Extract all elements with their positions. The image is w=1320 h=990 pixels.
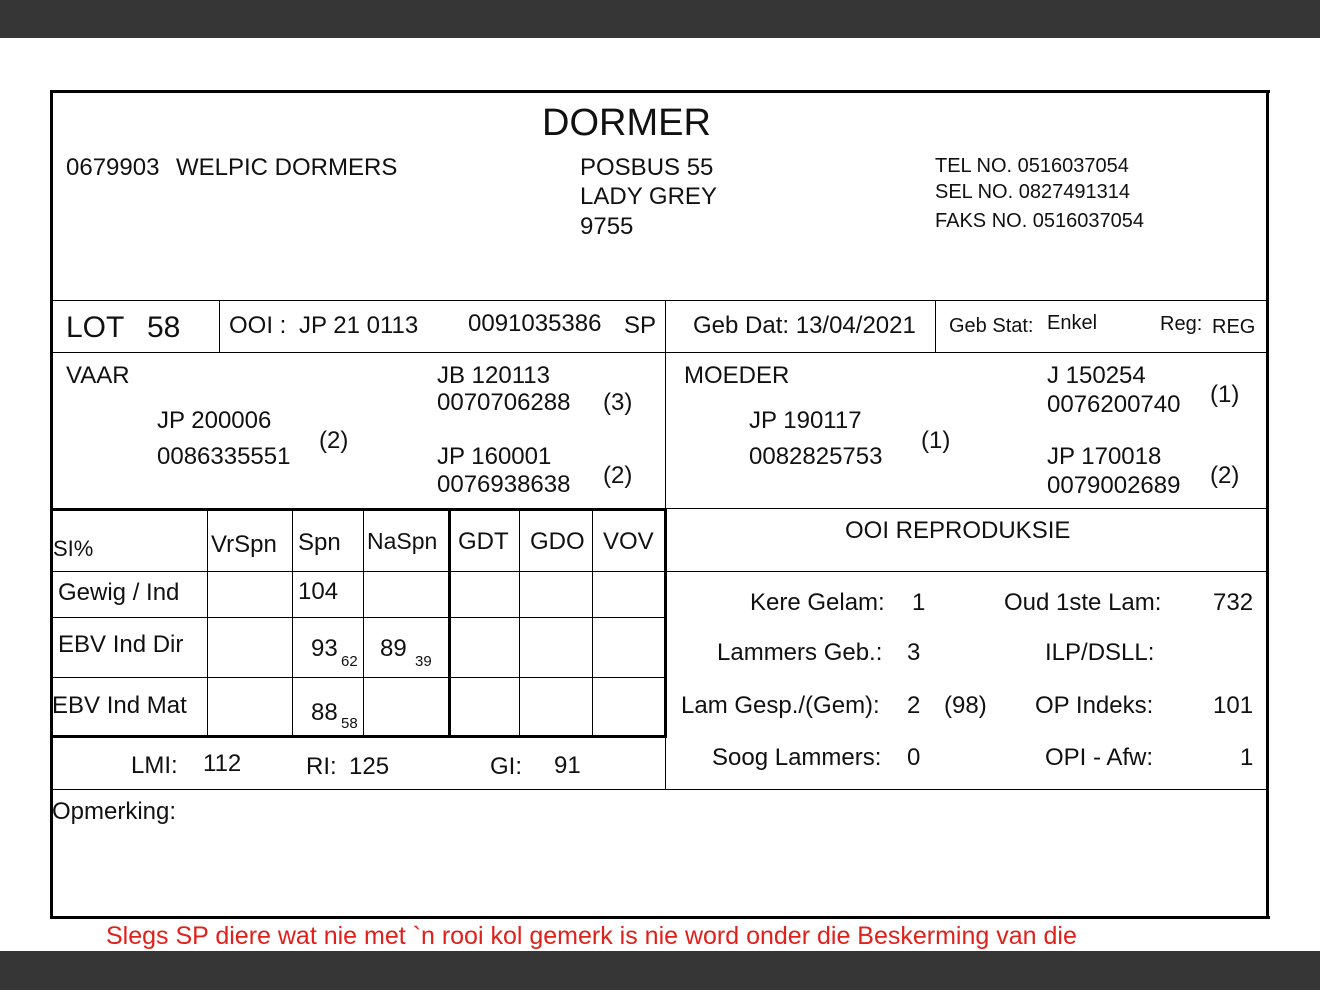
- op-indeks-label: OP Indeks:: [1035, 692, 1154, 719]
- sire-sire-count: (3): [603, 389, 633, 416]
- lmi-label: LMI:: [131, 752, 178, 779]
- sire-dam-count: (2): [603, 462, 633, 489]
- breed-title: DORMER: [542, 102, 711, 144]
- lam-gesp-value: 2: [907, 692, 921, 719]
- reproduction-title: OOI REPRODUKSIE: [845, 517, 1071, 544]
- row-label: EBV Ind Dir: [58, 631, 184, 658]
- oud-label: Oud 1ste Lam:: [1004, 589, 1162, 616]
- dam-number: 0082825753: [749, 443, 883, 470]
- spn-accuracy: 58: [341, 715, 358, 732]
- sire-dam-id: JP 160001: [437, 443, 552, 470]
- opi-label: OPI - Afw:: [1045, 744, 1154, 771]
- dam-count: (1): [921, 427, 951, 454]
- naspn-value: 89: [380, 635, 407, 662]
- dam-sire-id: J 150254: [1047, 362, 1146, 389]
- sire-sire-number: 0070706288: [437, 389, 571, 416]
- breeder-name: WELPIC DORMERS: [176, 154, 398, 181]
- opi-value: 1: [1240, 744, 1254, 771]
- ewe-id: JP 21 0113: [299, 312, 419, 339]
- header-si: SI%: [53, 536, 94, 561]
- soog-label: Soog Lammers:: [712, 744, 882, 771]
- row-label: Gewig / Ind: [58, 579, 180, 606]
- lam-gesp-average: (98): [944, 692, 987, 719]
- breeder-number: 0679903: [66, 154, 160, 181]
- ilp-label: ILP/DSLL:: [1045, 639, 1155, 666]
- ewe-label: OOI :: [229, 312, 287, 339]
- lmi-value: 112: [203, 750, 242, 777]
- sire-id: JP 200006: [157, 407, 272, 434]
- sire-count: (2): [319, 427, 349, 454]
- spn-value: 104: [298, 578, 339, 605]
- bottom-bar: [0, 951, 1320, 990]
- dam-sire-count: (1): [1210, 381, 1240, 408]
- oud-value: 732: [1213, 589, 1254, 616]
- spn-value: 93: [311, 635, 338, 662]
- kere-gelam-value: 1: [912, 589, 926, 616]
- soog-value: 0: [907, 744, 921, 771]
- ewe-grade: SP: [624, 312, 657, 339]
- sire-dam-number: 0076938638: [437, 471, 571, 498]
- ri-value: 125: [349, 753, 390, 780]
- tel-number: TEL NO. 0516037054: [935, 155, 1129, 177]
- kere-gelam-label: Kere Gelam:: [750, 589, 885, 616]
- reg-label: Reg:: [1160, 313, 1203, 335]
- header-naspn: NaSpn: [367, 528, 438, 554]
- ri-label: RI:: [306, 753, 337, 780]
- dam-dam-number: 0079002689: [1047, 472, 1181, 499]
- dam-dam-id: JP 170018: [1047, 443, 1162, 470]
- spn-accuracy: 62: [341, 653, 358, 670]
- birth-date: Geb Dat: 13/04/2021: [693, 312, 916, 339]
- gi-value: 91: [554, 752, 581, 779]
- header-gdo: GDO: [530, 528, 585, 555]
- sire-number: 0086335551: [157, 443, 291, 470]
- dam-dam-count: (2): [1210, 462, 1240, 489]
- cell-number: SEL NO. 0827491314: [935, 181, 1130, 203]
- lammers-geb-label: Lammers Geb.:: [717, 639, 883, 666]
- header-vov: VOV: [603, 528, 654, 555]
- birth-status-label: Geb Stat:: [949, 315, 1034, 337]
- address-line: POSBUS 55: [580, 154, 714, 181]
- dam-label: MOEDER: [684, 362, 790, 389]
- row-label: EBV Ind Mat: [52, 692, 187, 719]
- lot-number: 58: [147, 311, 181, 344]
- footer-note: Slegs SP diere wat nie met `n rooi kol gemerk is nie word onder die Beskerming van die: [106, 922, 1077, 950]
- header-gdt: GDT: [458, 528, 509, 555]
- ewe-reg-number: 0091035386: [468, 310, 602, 337]
- dam-id: JP 190117: [749, 407, 862, 434]
- reg-value: REG: [1212, 316, 1256, 338]
- address-line: 9755: [580, 213, 634, 240]
- naspn-accuracy: 39: [415, 653, 432, 670]
- header-vrspn: VrSpn: [211, 531, 277, 558]
- lam-gesp-label: Lam Gesp./(Gem):: [681, 692, 880, 719]
- top-bar: [0, 0, 1320, 38]
- address-line: LADY GREY: [580, 183, 717, 210]
- gi-label: GI:: [490, 753, 523, 780]
- dam-sire-number: 0076200740: [1047, 391, 1181, 418]
- fax-number: FAKS NO. 0516037054: [935, 210, 1145, 232]
- remark-label: Opmerking:: [52, 798, 177, 825]
- sire-sire-id: JB 120113: [437, 362, 550, 389]
- header-spn: Spn: [298, 529, 341, 556]
- lot-label: LOT: [66, 311, 125, 344]
- op-indeks-value: 101: [1213, 692, 1254, 719]
- birth-status: Enkel: [1047, 312, 1098, 334]
- lammers-geb-value: 3: [907, 639, 921, 666]
- spn-value: 88: [311, 699, 338, 726]
- sire-label: VAAR: [66, 362, 130, 389]
